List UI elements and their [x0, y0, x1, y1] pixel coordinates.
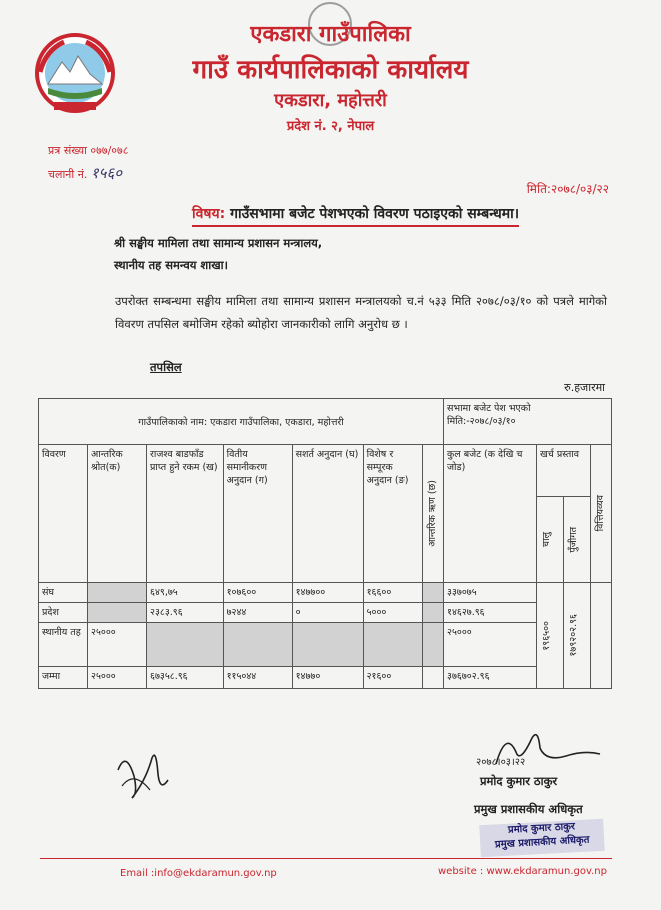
cell-vittiya: ११५०४४: [223, 667, 292, 689]
cell-vittiya-vyavastha: [591, 583, 612, 689]
cell-kul: ३७६७०२.९६: [444, 667, 537, 689]
stamp-title: प्रमुख प्रशासकीय अधिकृत: [494, 834, 590, 851]
assembly-date-cell: [444, 399, 612, 445]
punjigat-total-text: १७९२०२.९६: [568, 614, 579, 657]
letter-ref-number: प्रत्र संख्या ०७७/०७८: [48, 144, 129, 157]
header-vittiya: वितीय समानीकरण अनुदान (ग): [223, 445, 292, 583]
cell-antarik: [88, 583, 147, 603]
province: प्रदेश नं. २, नेपाल: [286, 119, 375, 134]
cell-vishesh: ५०००: [363, 603, 422, 623]
municipality-name: एकडारा गाउँपालिका: [250, 22, 411, 47]
cell-rajaswa: ६७३५८.९६: [147, 667, 224, 689]
cell-rajaswa: ६४९,७५: [147, 583, 224, 603]
cell-rin: [423, 667, 444, 689]
cell-kul: ३३७०७५: [444, 583, 537, 603]
cell-sashart: ०: [292, 603, 363, 623]
cell-antarik: २५०००: [88, 667, 147, 689]
office-location: एकडारा, महोत्तरी: [274, 90, 387, 111]
cell-antarik: [88, 603, 147, 623]
subject-underline: [192, 225, 519, 227]
cell-sashart: [292, 623, 363, 667]
dispatch-value: १५६०: [90, 164, 123, 182]
header-antarik: आन्तरिक श्रोत(क): [88, 445, 147, 583]
header-punjigat-text: पुँजीगत: [568, 526, 579, 553]
table-title: गाउँपालिकाको नाम: एकडारा गाउँपालिका, एकडारा, महोत्तरी: [39, 399, 444, 445]
cell-punjigat-total: [564, 583, 591, 689]
footer-email: Email :info@ekdaramun.gov.np: [120, 868, 277, 879]
header-kul: कुल बजेट (क देखि च जोड): [444, 445, 537, 583]
cell-kul: २५०००: [444, 623, 537, 667]
cell-vishesh: १६६००: [363, 583, 422, 603]
assembly-line2: मिति:-२०७८/०३/१०: [447, 416, 516, 427]
header-chalu: [537, 497, 564, 583]
cell-sashart: १४७७०: [292, 667, 363, 689]
header-kharcha: खर्च प्रस्ताव: [537, 445, 591, 497]
table-row: [39, 583, 612, 603]
cell-rajaswa: [147, 623, 224, 667]
header-sashart: सशर्त अनुदान (घ): [292, 445, 363, 583]
footer-website: website : www.ekdaramun.gov.np: [438, 866, 607, 877]
header-chalu-text: चालु: [541, 532, 552, 547]
cell-rajaswa: २३८३.९६: [147, 603, 224, 623]
stamp-name: प्रमोद कुमार ठाकुर: [507, 821, 576, 836]
row-label: प्रदेश: [39, 603, 88, 623]
header-rin: [423, 445, 444, 583]
row-label: स्थानीय तह: [39, 623, 88, 667]
signature-date: २०७८।०३।२२: [476, 757, 526, 768]
header-vivaran: विवरण: [39, 445, 88, 583]
office-title: गाउँ कार्यपालिकाको कार्यालय: [192, 55, 469, 85]
table-row: [39, 603, 612, 623]
cell-chalu-total: [537, 583, 564, 689]
budget-table: [38, 398, 612, 689]
subject-line: [192, 204, 519, 223]
chalu-total-text: १९६५००: [541, 620, 552, 651]
letter-date: मिति:२०७८/०३/२२: [526, 182, 609, 196]
cell-vittiya: ७२४४: [223, 603, 292, 623]
table-row: [39, 667, 612, 689]
header-vittiya-vyavastha: [591, 445, 612, 583]
header-vishesh: विशेष र सम्पूरक अनुदान (ङ): [363, 445, 422, 583]
cell-antarik: २५०००: [88, 623, 147, 667]
cell-rin: [423, 623, 444, 667]
cell-rin: [423, 583, 444, 603]
header-vittiya-vyavastha-text: वित्तियव्यव: [595, 495, 606, 532]
row-label: जम्मा: [39, 667, 88, 689]
details-heading: तपसिल: [150, 360, 182, 374]
signatory-name: प्रमोद कुमार ठाकुर: [480, 774, 558, 788]
footer-divider: [40, 858, 612, 859]
body-paragraph: उपरोक्त सम्बन्धमा सङ्घीय मामिला तथा सामान्य प्रशासन मन्त्रालयको च.नं ५३३ मिति २०७८/०३/१० को पत्रले मागेको विवरण तपसिल बमोजिम रहेको ब्योहोरा जानकारीको लागि अनुरोध छ ।: [115, 294, 607, 331]
assembly-line1: सभामा बजेट पेश भएको: [447, 403, 531, 414]
signatory-title: प्रमुख प्रशासकीय अधिकृत: [474, 802, 583, 816]
official-stamp: [479, 819, 605, 857]
cell-rin: [423, 603, 444, 623]
header-rin-text: आन्तरिक ऋण (छ): [427, 480, 438, 547]
handwritten-signature-left-icon: [112, 740, 172, 802]
table-row: [39, 623, 612, 667]
cell-vittiya: [223, 623, 292, 667]
header-punjigat: [564, 497, 591, 583]
cell-vishesh: २१६००: [363, 667, 422, 689]
addressee-branch: स्थानीय तह समन्वय शाखा।: [114, 258, 228, 272]
currency-unit: रु.हजारमा: [564, 381, 605, 394]
cell-vittiya: १०७६००: [223, 583, 292, 603]
cell-vishesh: [363, 623, 422, 667]
subject-label: विषय:: [192, 206, 226, 222]
cell-kul: १४६२७.९६: [444, 603, 537, 623]
addressee-ministry: श्री सङ्घीय मामिला तथा सामान्य प्रशासन मन्त्रालय,: [114, 236, 323, 250]
subject-text: गाउँसभामा बजेट पेशभएको विवरण पठाइएको सम्बन्धमा।: [230, 206, 520, 222]
cell-sashart: १४७७००: [292, 583, 363, 603]
header-rajaswa: राजश्व बाडफाँड प्राप्त हुने रकम (ख): [147, 445, 224, 583]
dispatch-label: चलानी नं.: [48, 168, 88, 181]
row-label: संघ: [39, 583, 88, 603]
dispatch-number: [48, 163, 122, 183]
